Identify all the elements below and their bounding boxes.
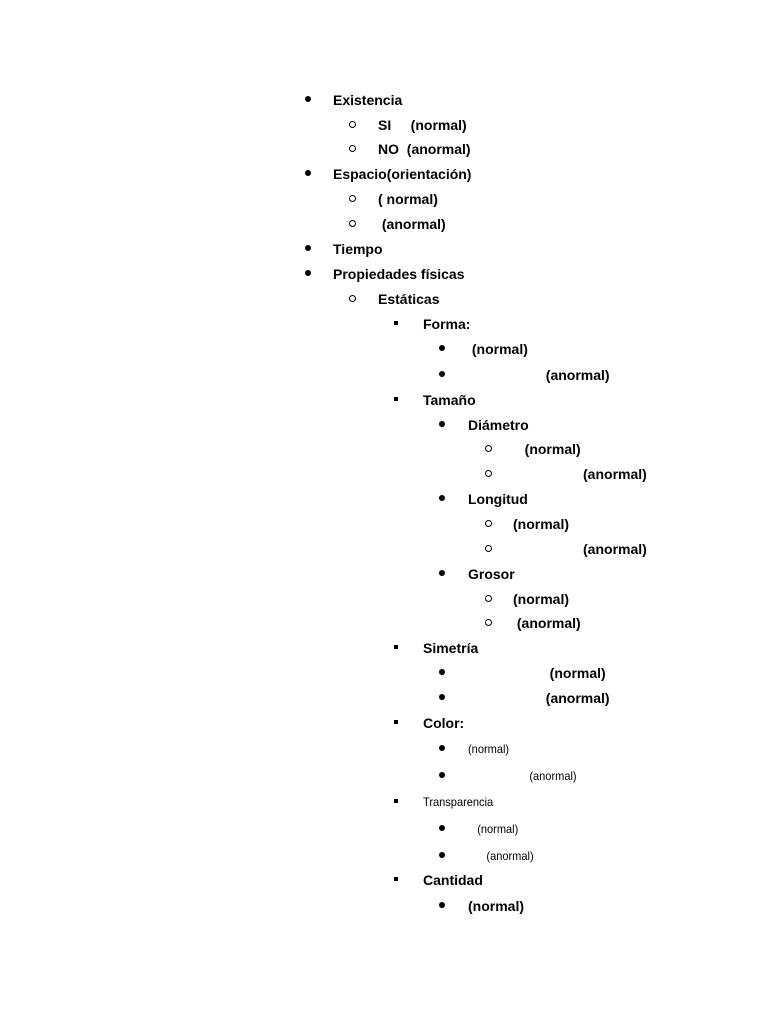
- disc-bullet-icon: [435, 817, 449, 841]
- outline-item-text: Propiedades físicas: [333, 266, 465, 282]
- disc-bullet-icon: [435, 686, 449, 710]
- outline-item: [0, 661, 768, 685]
- circle-bullet-icon: [481, 587, 495, 611]
- outline-item: [0, 487, 768, 511]
- outline-item: [0, 512, 768, 536]
- circle-bullet-icon: [481, 537, 495, 561]
- outline-item-text: Simetría: [423, 640, 479, 656]
- outline-item-text: Estáticas: [378, 291, 440, 307]
- outline-item: [0, 462, 768, 486]
- outline-item-text: Color:: [423, 715, 465, 731]
- circle-bullet-icon: [345, 187, 359, 211]
- outline-item: [0, 737, 768, 761]
- outline-item-text: Cantidad: [423, 872, 483, 888]
- outline-item-text: (normal): [468, 341, 528, 357]
- disc-bullet-icon: [435, 661, 449, 685]
- circle-bullet-icon: [345, 287, 359, 311]
- disc-bullet-icon: [435, 764, 449, 788]
- outline-item: [0, 113, 768, 137]
- outline-item: [0, 187, 768, 211]
- outline-item: [0, 237, 768, 261]
- outline-item: [0, 363, 768, 387]
- outline-item-text: (anormal): [468, 367, 610, 383]
- disc-bullet-icon: [435, 487, 449, 511]
- circle-bullet-icon: [481, 462, 495, 486]
- outline-item-text: Longitud: [468, 491, 528, 507]
- outline-item-text: (anormal): [378, 216, 446, 232]
- circle-bullet-icon: [345, 137, 359, 161]
- outline-item: [0, 437, 768, 461]
- outline-item-text: (normal): [513, 441, 581, 457]
- circle-bullet-icon: [345, 212, 359, 236]
- square-bullet-icon: [389, 388, 403, 412]
- outline-item: [0, 611, 768, 635]
- outline-item: [0, 262, 768, 286]
- outline-item-text: Forma:: [423, 316, 471, 332]
- outline-item-text: (normal): [468, 665, 606, 681]
- outline-item: [0, 562, 768, 586]
- outline-item: [0, 337, 768, 361]
- square-bullet-icon: [389, 636, 403, 660]
- outline-item-text: (anormal): [468, 690, 610, 706]
- circle-bullet-icon: [481, 611, 495, 635]
- outline-item: [0, 287, 768, 311]
- outline-item-text: (anormal): [513, 615, 581, 631]
- outline-item-text: (anormal): [468, 849, 534, 863]
- disc-bullet-icon: [435, 562, 449, 586]
- circle-bullet-icon: [345, 113, 359, 137]
- outline-item-text: (anormal): [513, 541, 647, 557]
- disc-bullet-icon: [435, 894, 449, 918]
- outline-item-text: Diámetro: [468, 417, 529, 433]
- outline-item: [0, 790, 768, 814]
- outline-item: [0, 711, 768, 735]
- outline-item: [0, 686, 768, 710]
- outline-item: [0, 636, 768, 660]
- outline-item-text: Tiempo: [333, 241, 383, 257]
- outline-item-text: Grosor: [468, 566, 515, 582]
- disc-bullet-icon: [301, 88, 315, 112]
- outline-item: [0, 868, 768, 892]
- disc-bullet-icon: [435, 363, 449, 387]
- outline-item-text: (anormal): [468, 769, 577, 783]
- disc-bullet-icon: [435, 737, 449, 761]
- disc-bullet-icon: [435, 413, 449, 437]
- outline-item-text: SI (normal): [378, 117, 467, 133]
- outline-item: [0, 894, 768, 918]
- outline-item-text: Tamaño: [423, 392, 476, 408]
- outline-item-text: (normal): [468, 822, 519, 836]
- outline-item: [0, 137, 768, 161]
- outline-item-text: (normal): [513, 591, 569, 607]
- outline-item-text: (normal): [468, 742, 510, 756]
- outline-item-text: NO (anormal): [378, 141, 471, 157]
- outline-item: [0, 162, 768, 186]
- square-bullet-icon: [389, 790, 403, 814]
- outline-item-text: Transparencia: [423, 795, 494, 809]
- square-bullet-icon: [389, 711, 403, 735]
- outline-item: [0, 844, 768, 868]
- outline-item: [0, 587, 768, 611]
- circle-bullet-icon: [481, 437, 495, 461]
- outline-item: [0, 764, 768, 788]
- outline-item-text: (normal): [468, 898, 524, 914]
- disc-bullet-icon: [435, 844, 449, 868]
- outline-item: [0, 817, 768, 841]
- outline-item: [0, 88, 768, 112]
- disc-bullet-icon: [301, 162, 315, 186]
- square-bullet-icon: [389, 312, 403, 336]
- outline-item-text: Existencia: [333, 92, 403, 108]
- outline-item: [0, 312, 768, 336]
- outline-item-text: Espacio(orientación): [333, 166, 472, 182]
- outline-item: [0, 413, 768, 437]
- outline-item-text: (normal): [513, 516, 569, 532]
- disc-bullet-icon: [301, 262, 315, 286]
- disc-bullet-icon: [301, 237, 315, 261]
- outline-item: [0, 537, 768, 561]
- circle-bullet-icon: [481, 512, 495, 536]
- outline-item-text: ( normal): [378, 191, 438, 207]
- outline-item: [0, 388, 768, 412]
- outline-item: [0, 212, 768, 236]
- square-bullet-icon: [389, 868, 403, 892]
- outline-item-text: (anormal): [513, 466, 647, 482]
- disc-bullet-icon: [435, 337, 449, 361]
